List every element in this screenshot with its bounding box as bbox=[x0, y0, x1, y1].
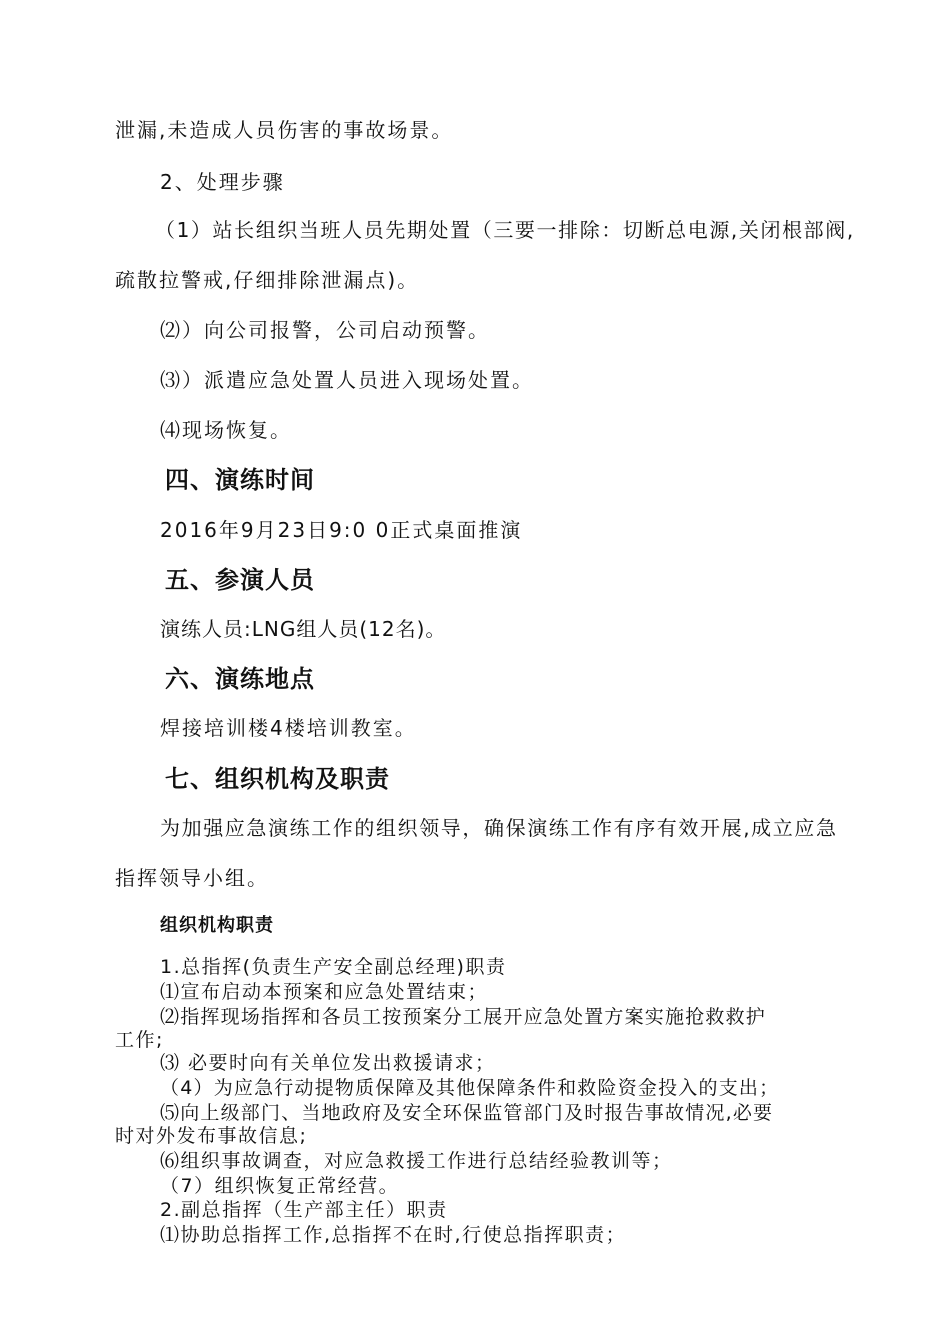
section-4-body: 2016年9月23日9:0 0正式桌面推演 bbox=[160, 518, 523, 542]
org-duties-title: 组织机构职责 bbox=[160, 915, 274, 936]
section-7-title: 七、组织机构及职责 bbox=[165, 765, 390, 793]
section-7-body-line-1: 为加强应急演练工作的组织领导，确保演练工作有序有效开展,成立应急 bbox=[160, 816, 838, 840]
step-2: ⑵）向公司报警，公司启动预警。 bbox=[160, 318, 490, 342]
duty-1-item-5-line-2: 时对外发布事故信息; bbox=[115, 1125, 308, 1147]
duty-1-item-6: ⑹组织事故调查，对应急救援工作进行总结经验教训等； bbox=[160, 1150, 673, 1172]
duty-1-item-3: ⑶ 必要时向有关单位发出救援请求； bbox=[160, 1052, 496, 1074]
duty-1-title: 1.总指挥(负责生产安全副总经理)职责 bbox=[160, 956, 507, 978]
step-1-line-2: 疏散拉警戒,仔细排除泄漏点)。 bbox=[115, 268, 420, 292]
duty-2-item-1: ⑴协助总指挥工作,总指挥不在时,行使总指挥职责； bbox=[160, 1224, 627, 1246]
paragraph-continuation: 泄漏,未造成人员伤害的事故场景。 bbox=[115, 118, 454, 142]
steps-heading: 2、处理步骤 bbox=[160, 170, 285, 194]
step-4: ⑷现场恢复。 bbox=[160, 418, 292, 442]
duty-1-item-4: （4）为应急行动提物质保障及其他保障条件和救险资金投入的支出； bbox=[160, 1077, 780, 1099]
section-5-title: 五、参演人员 bbox=[165, 566, 315, 594]
section-6-body: 焊接培训楼4楼培训教室。 bbox=[160, 716, 417, 740]
duty-1-item-1: ⑴宣布启动本预案和应急处置结束； bbox=[160, 981, 489, 1003]
section-6-title: 六、演练地点 bbox=[165, 665, 315, 693]
duty-1-item-5-line-1: ⑸向上级部门、当地政府及安全环保监管部门及时报告事故情况,必要 bbox=[160, 1102, 774, 1124]
duty-2-title: 2.副总指挥（生产部主任）职责 bbox=[160, 1199, 448, 1221]
step-3: ⑶）派遣应急处置人员进入现场处置。 bbox=[160, 368, 534, 392]
duty-1-item-2-line-1: ⑵指挥现场指挥和各员工按预案分工展开应急处置方案实施抢救救护 bbox=[160, 1006, 767, 1028]
duty-1-item-2-line-2: 工作; bbox=[115, 1029, 164, 1051]
section-7-body-line-2: 指挥领导小组。 bbox=[115, 866, 269, 890]
section-4-title: 四、演练时间 bbox=[165, 466, 315, 494]
duty-1-item-7: （7）组织恢复正常经营。 bbox=[160, 1175, 400, 1197]
section-5-body: 演练人员:LNG组人员(12名)。 bbox=[160, 617, 447, 641]
step-1-line-1: （1）站长组织当班人员先期处置（三要一排除：切断总电源,关闭根部阀, bbox=[155, 218, 855, 242]
